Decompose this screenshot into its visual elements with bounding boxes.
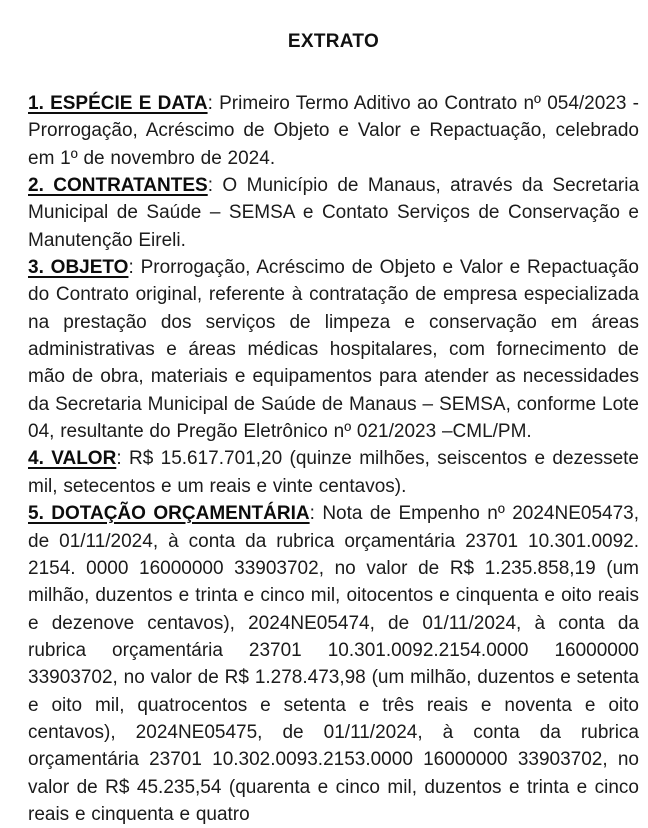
document-title: EXTRATO — [287, 31, 380, 52]
section-1-separator: : — [207, 93, 220, 114]
section-3-objeto — [28, 254, 639, 445]
section-5-dotacao-orcamentaria — [28, 500, 639, 828]
document-page — [28, 31, 639, 828]
section-2-separator: : — [207, 175, 223, 197]
section-3-separator: : — [128, 257, 141, 279]
section-2-contratantes — [28, 172, 639, 254]
section-5-separator: : — [309, 503, 323, 525]
section-4-separator: : — [116, 448, 129, 470]
section-4-valor — [28, 445, 639, 500]
section-1-label: 1. ESPÉCIE E DATA — [28, 93, 208, 114]
section-2-label: 2. CONTRATANTES — [28, 175, 208, 197]
section-4-label: 4. VALOR — [28, 448, 117, 470]
section-1-especie-e-data — [28, 90, 639, 172]
section-3-text: Prorrogação, Acréscimo de Objeto e Valor e Repactuação do Contrato original, referente à contratação de empresa especializada na prestação dos serviços de limpeza e conservação em áreas administrativas e áreas médicas hospitalares, com fornecimento de mão de obra, materiais e equipamentos para atender as necessidades da Secretaria Municipal de Saúde de Manaus – SEMSA, conforme Lote 04, resultante do Pregão Eletrônico nº 021/2023 –CML/PM. — [28, 257, 639, 443]
section-4-text: R$ 15.617.701,20 (quinze milhões, seiscentos e dezessete mil, setecentos e um reais e vinte centavos). — [28, 448, 639, 497]
section-5-text: Nota de Empenho nº 2024NE05473, de 01/11/2024, à conta da rubrica orçamentária 23701 10.301.0092. 2154. 0000 16000000 33903702, no valor de R$ 1.235.858,19 (um milhão, duzentos e trinta e cinco mil, oitocentos e cinquenta e oito reais e dezenove centavos), 2024NE05474, de 01/11/2024, à conta da rubrica orçamentária 23701 10.301.0092.2154.0000 16000000 33903702, no valor de R$ 1.278.473,98 (um milhão, duzentos e setenta e oito mil, quatrocentos e setenta e três reais e noventa e oito centavos), 2024NE05475, de 01/11/2024, à conta da rubrica orçamentária 23701 10.302.0093.2153.0000 16000000 33903702, no valor de R$ 45.235,54 (quarenta e cinco mil, duzentos e trinta e cinco reais e cinquenta e quatro — [28, 503, 639, 825]
section-5-label: 5. DOTAÇÃO ORÇAMENTÁRIA — [28, 503, 310, 525]
document-body — [28, 90, 639, 828]
section-2-text: O Município de Manaus, através da Secretaria Municipal de Saúde – SEMSA e Contato Serviços de Conservação e Manutenção Eireli. — [28, 175, 640, 251]
section-1-text: Primeiro Termo Aditivo ao Contrato nº 054/2023 - Prorrogação, Acréscimo de Objeto e Valor e Repactuação, celebrado em 1º de novembro de 2024. — [28, 93, 640, 169]
section-3-label: 3. OBJETO — [28, 257, 129, 279]
